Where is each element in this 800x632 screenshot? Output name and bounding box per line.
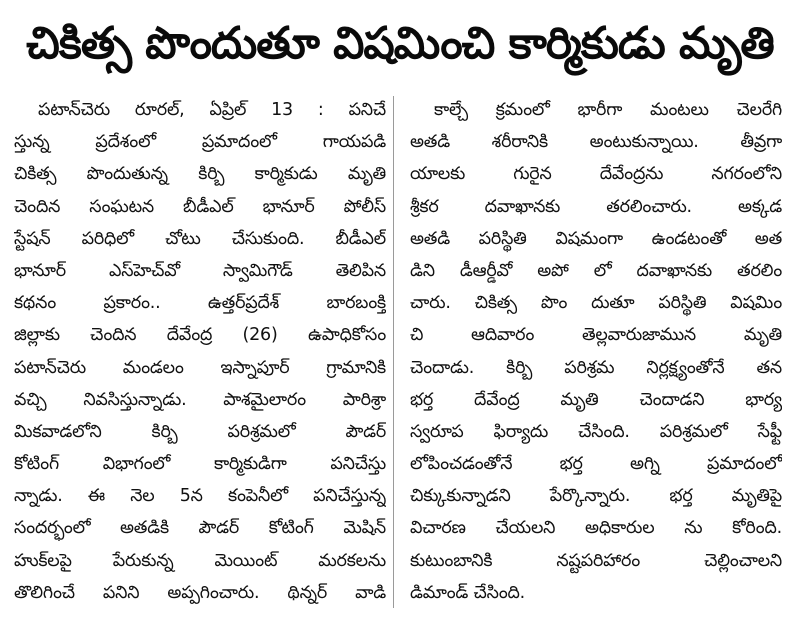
body-line: డిని డీఆర్డీవో అపో లో దవాఖానకు తరలిం (410, 260, 782, 281)
body-line: కోటింగ్‌ విభాగంలో కార్మికుడిగా పనిచేస్తు (14, 454, 386, 475)
body-line: పటాన్‌చెరు మండలం ఇస్నాపూర్‌ గ్రామానికి (14, 357, 386, 378)
body-line: శ్రీకర దవాఖానకు తరలించారు. అక్కడ (410, 196, 782, 217)
body-line: మికవాడలోని కిర్బి పరిశ్రమలో పౌడర్‌ (14, 421, 386, 442)
body-line: స్టేషన్‌ పరిధిలో చోటు చేసుకుంది. బీడీఎల్‌ (14, 228, 386, 249)
headline: చికిత్స పొందుతూ విషమించి కార్మికుడు మృతి (26, 18, 774, 69)
body-line: కుటుంబానికి నష్టపరిహారం చెల్లించాలని (410, 550, 782, 571)
body-line: సందర్భంలో అతడికి పౌడర్‌ కోటింగ్‌ మెషిన్‌ (14, 518, 386, 539)
body-line: చిక్కుకున్నాడని పేర్కొన్నారు. భర్త మృతిపై (410, 486, 782, 507)
left-column (14, 94, 386, 614)
column-divider (393, 96, 394, 608)
body-line: అతడి శరీరానికి అంటుకున్నాయి. తీవ్రగా (410, 132, 782, 153)
body-line: డిమాండ్‌ చేసింది. (410, 582, 526, 603)
body-line: స్తున్న ప్రదేశంలో ప్రమాదంలో గాయపడి (14, 132, 386, 153)
body-line: భర్త దేవేంద్ర మృతి చెందాడని భార్య (410, 389, 782, 410)
body-line: హుక్‌లపై పేరుకున్న మెయింట్‌ మరకలను (14, 550, 386, 571)
body-line: జిల్లాకు చెందిన దేవేంద్ర (26) ఉపాధికోసం (14, 325, 386, 346)
body-line: స్వరూప ఫిర్యాదు చేసింది. పరిశ్రమలో సేఫ్టీ (410, 421, 782, 442)
body-line: చారు. చికిత్స పొం దుతూ పరిస్థితి విషమిం (410, 293, 782, 314)
body-line: న్నాడు. ఈ నెల 5న కంపెనీలో పనిచేస్తున్న (14, 486, 386, 507)
body-line: చి ఆదివారం తెల్లవారుజామున మృతి (410, 325, 782, 346)
body-line: లోపించడంతోనే భర్త అగ్ని ప్రమాదంలో (410, 454, 782, 475)
body-line: చెందిన సంఘటన బీడీఎల్‌ భానూర్‌ పోలీస్‌ (14, 196, 386, 217)
body-line: పటాన్‌చెరు రూరల్‌, ఏప్రిల్‌ 13 : పనిచే (38, 100, 386, 120)
body-line: భానూర్‌ ఎస్‌హెచ్‌వో స్వామిగౌడ్‌ తెలిపిన (14, 260, 386, 281)
body-line: కాల్చే క్రమంలో భారీగా మంటలు చెలరేగి (434, 100, 782, 120)
right-column (410, 94, 782, 614)
body-line: చెందాడు. కిర్బి పరిశ్రమ నిర్లక్ష్యంతోనే తన (410, 357, 782, 378)
body-line: చికిత్స పొందుతున్న కిర్బి కార్మికుడు మృతి (14, 164, 386, 185)
body-line: యాలకు గురైన దేవేంద్రను నగరంలోని (410, 164, 782, 185)
body-line: తొలిగించే పనిని అప్పగించారు. థిన్నర్‌ వాడి (14, 582, 386, 603)
body-line: కథనం ప్రకారం.. ఉత్తర్‌ప్రదేశ్‌ బారబంక్తి (14, 293, 386, 314)
body-line: విచారణ చేయలని అధికారుల ను కోరింది. (410, 518, 782, 539)
body-line: వచ్చి నివసిస్తున్నాడు. పాశమైలారం పారిశ్రా (14, 389, 386, 410)
body-line: అతడి పరిస్థితి విషమంగా ఉండటంతో అత (410, 228, 782, 249)
